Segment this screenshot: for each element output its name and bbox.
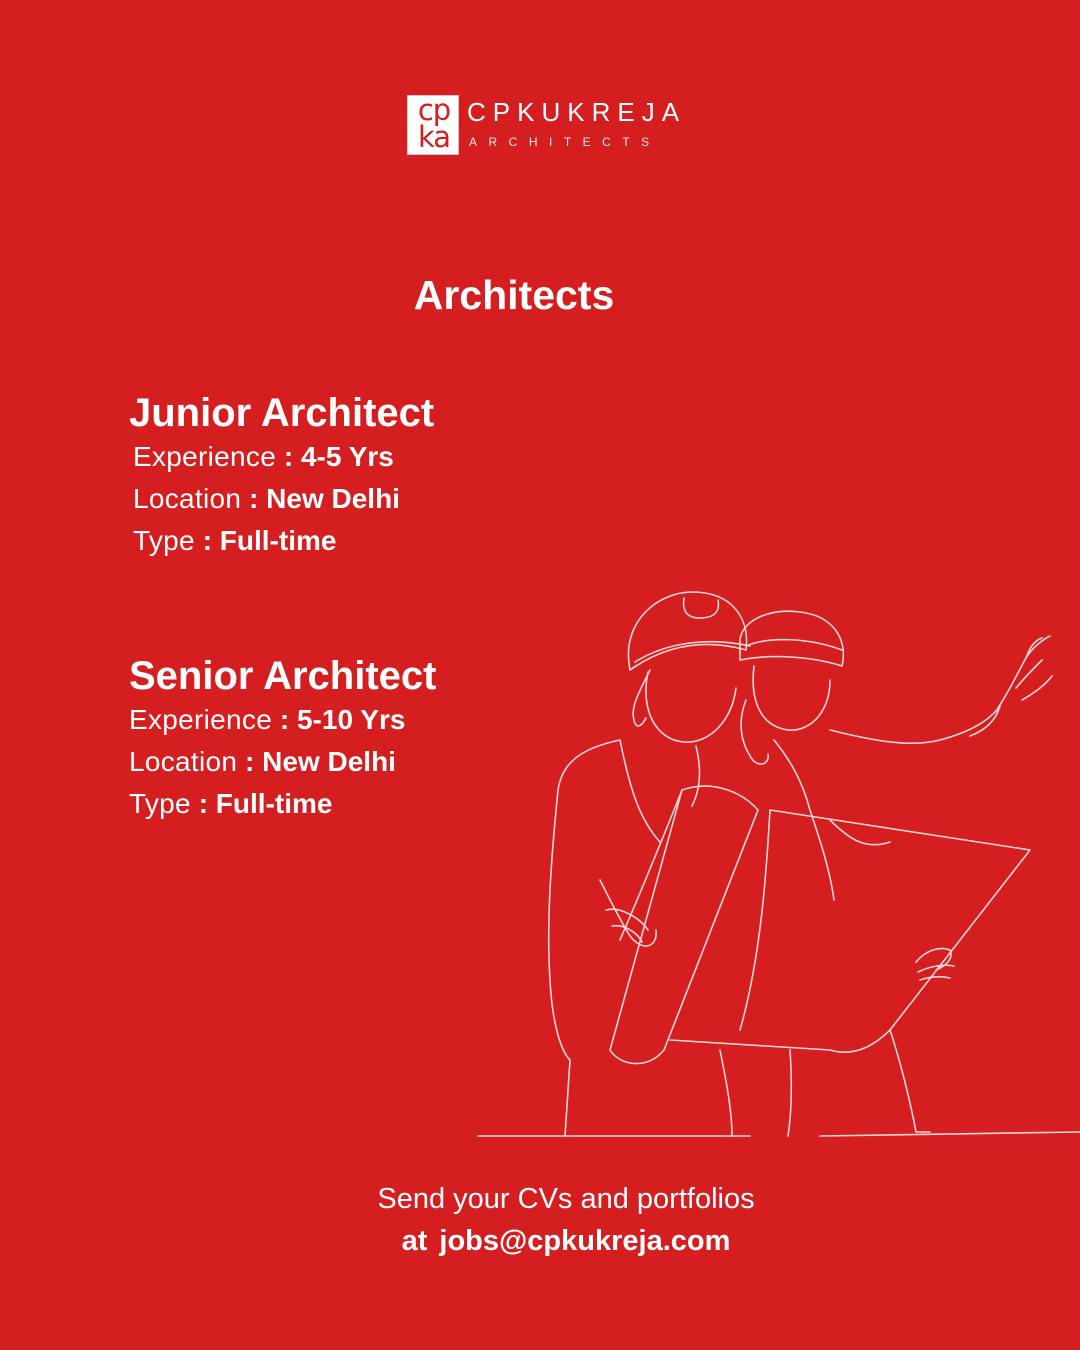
brand-name: CPKUKREJA xyxy=(467,97,687,127)
job-listing-junior xyxy=(129,390,434,562)
logo-mark-bottom: ka xyxy=(417,120,451,154)
job-type xyxy=(129,520,434,562)
cta-prefix: at xyxy=(401,1225,428,1257)
job-listing-senior xyxy=(129,653,436,825)
email-link[interactable]: jobs@cpkukreja.com xyxy=(439,1225,731,1257)
page-heading: Architects xyxy=(413,272,615,318)
cta-email-line xyxy=(0,1220,1080,1262)
job-title: Senior Architect xyxy=(129,654,437,698)
type-label: Type xyxy=(133,525,195,556)
location-value: : New Delhi xyxy=(249,483,400,514)
cta-line: Send your CVs and portfolios xyxy=(377,1183,755,1215)
experience-label: Experience xyxy=(129,704,273,735)
job-location xyxy=(129,478,434,520)
logo-mark-top: cp xyxy=(417,93,451,127)
architects-line-drawing-icon xyxy=(470,580,1080,1150)
location-label: Location xyxy=(133,483,242,514)
job-location xyxy=(129,741,436,783)
job-experience xyxy=(129,699,436,741)
location-label: Location xyxy=(129,746,238,777)
experience-value: : 4-5 Yrs xyxy=(283,441,394,472)
job-title: Junior Architect xyxy=(129,391,435,435)
cta-block xyxy=(0,1178,1080,1262)
location-value: : New Delhi xyxy=(245,746,396,777)
job-type xyxy=(129,783,436,825)
experience-value: : 5-10 Yrs xyxy=(279,704,406,735)
logo-mark-icon xyxy=(407,95,459,155)
type-value: : Full-time xyxy=(202,525,337,556)
type-label: Type xyxy=(129,788,191,819)
brand-subtitle: ARCHITECTS xyxy=(469,135,661,149)
type-value: : Full-time xyxy=(198,788,333,819)
experience-label: Experience xyxy=(133,441,277,472)
job-experience xyxy=(129,436,434,478)
